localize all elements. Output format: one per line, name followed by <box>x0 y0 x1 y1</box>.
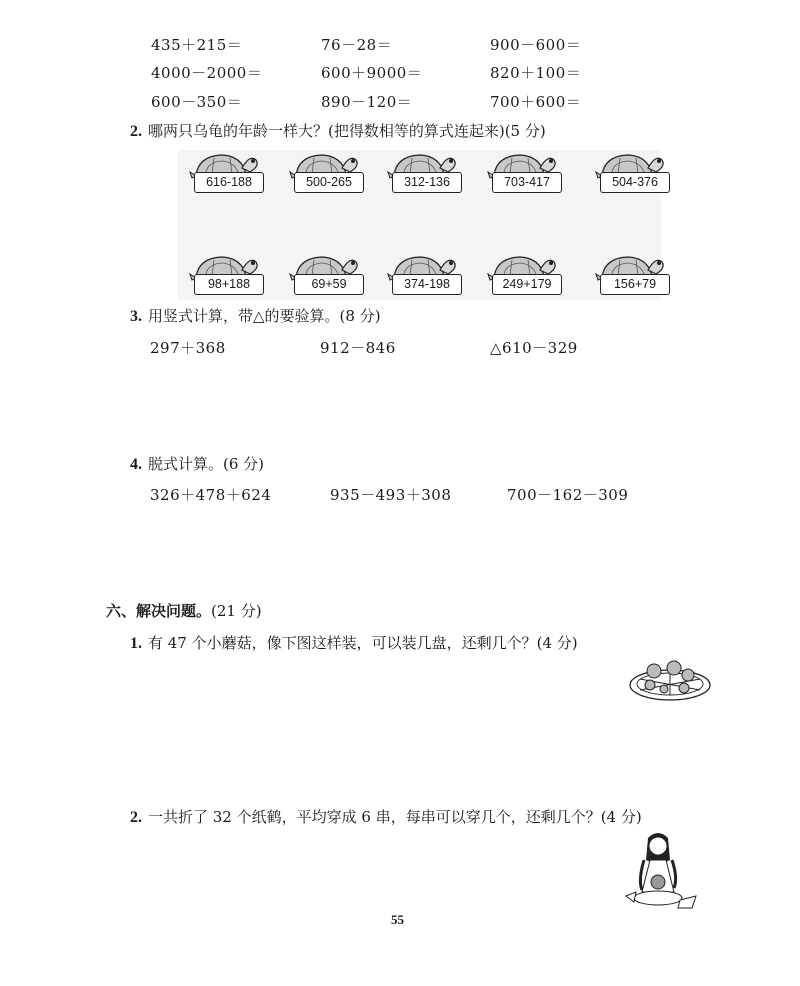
oral-calc-item: 76－28＝ <box>321 36 393 54</box>
oral-calc-item: 4000－2000＝ <box>151 64 263 82</box>
question-text: 一共折了 32 个纸鹤，平均穿成 6 串，每串可以穿几个，还剩几个？(4 分) <box>148 808 642 826</box>
vertical-calc-item: △610－329 <box>490 339 578 357</box>
step-calc-item: 935－493＋308 <box>330 486 452 504</box>
turtle-card[interactable] <box>382 150 466 196</box>
turtle-card[interactable] <box>590 252 674 298</box>
turtle-expression: 98+188 <box>194 274 264 295</box>
question-number: 1. <box>130 635 142 652</box>
turtle-card[interactable] <box>184 150 268 196</box>
section-heading <box>106 600 262 621</box>
question-2 <box>130 120 546 141</box>
turtle-expression: 703-417 <box>492 172 562 193</box>
turtle-card[interactable] <box>184 252 268 298</box>
turtle-expression: 374-198 <box>392 274 462 295</box>
turtle-expression: 616-188 <box>194 172 264 193</box>
oral-calc-item: 435＋215＝ <box>151 36 243 54</box>
question-4 <box>130 453 264 474</box>
turtle-expression: 312-136 <box>392 172 462 193</box>
oral-calc-item: 700＋600＝ <box>490 93 582 111</box>
turtle-card[interactable] <box>382 252 466 298</box>
turtle-card[interactable] <box>482 150 566 196</box>
oral-calc-item: 900－600＝ <box>490 36 582 54</box>
question-3 <box>130 305 381 326</box>
turtle-expression: 249+179 <box>492 274 562 295</box>
turtle-expression: 69+59 <box>294 274 364 295</box>
question-text: 用竖式计算，带△的要验算。(8 分) <box>148 307 381 325</box>
question-text: 哪两只乌龟的年龄一样大？(把得数相等的算式连起来)(5 分) <box>148 122 546 140</box>
question-number: 2. <box>130 123 142 140</box>
turtle-expression: 156+79 <box>600 274 670 295</box>
question-number: 2. <box>130 809 142 826</box>
turtle-expression: 504-376 <box>600 172 670 193</box>
turtle-card[interactable] <box>590 150 674 196</box>
question-text: 有 47 个小蘑菇，像下图这样装，可以装几盘，还剩几个？(4 分) <box>148 634 578 652</box>
oral-calc-item: 820＋100＝ <box>490 64 582 82</box>
question-number: 3. <box>130 308 142 325</box>
turtle-card[interactable] <box>284 150 368 196</box>
section-score: (21 分) <box>211 602 262 620</box>
girl-folding-cranes-image <box>622 830 700 912</box>
turtle-card[interactable] <box>284 252 368 298</box>
problem-2 <box>130 806 642 827</box>
oral-calc-item: 600＋9000＝ <box>321 64 423 82</box>
page-number: 55 <box>391 912 404 927</box>
step-calc-item: 326＋478＋624 <box>150 486 272 504</box>
vertical-calc-item: 912－846 <box>320 339 396 357</box>
oral-calc-item: 600－350＝ <box>151 93 243 111</box>
turtle-card[interactable] <box>482 252 566 298</box>
mushroom-plate-image <box>628 655 712 703</box>
question-number: 4. <box>130 456 142 473</box>
oral-calc-item: 890－120＝ <box>321 93 413 111</box>
problem-1 <box>130 632 578 653</box>
question-text: 脱式计算。(6 分) <box>148 455 265 473</box>
turtle-expression: 500-265 <box>294 172 364 193</box>
vertical-calc-item: 297＋368 <box>150 339 226 357</box>
section-title: 六、解决问题。 <box>106 602 212 620</box>
step-calc-item: 700－162－309 <box>507 486 629 504</box>
